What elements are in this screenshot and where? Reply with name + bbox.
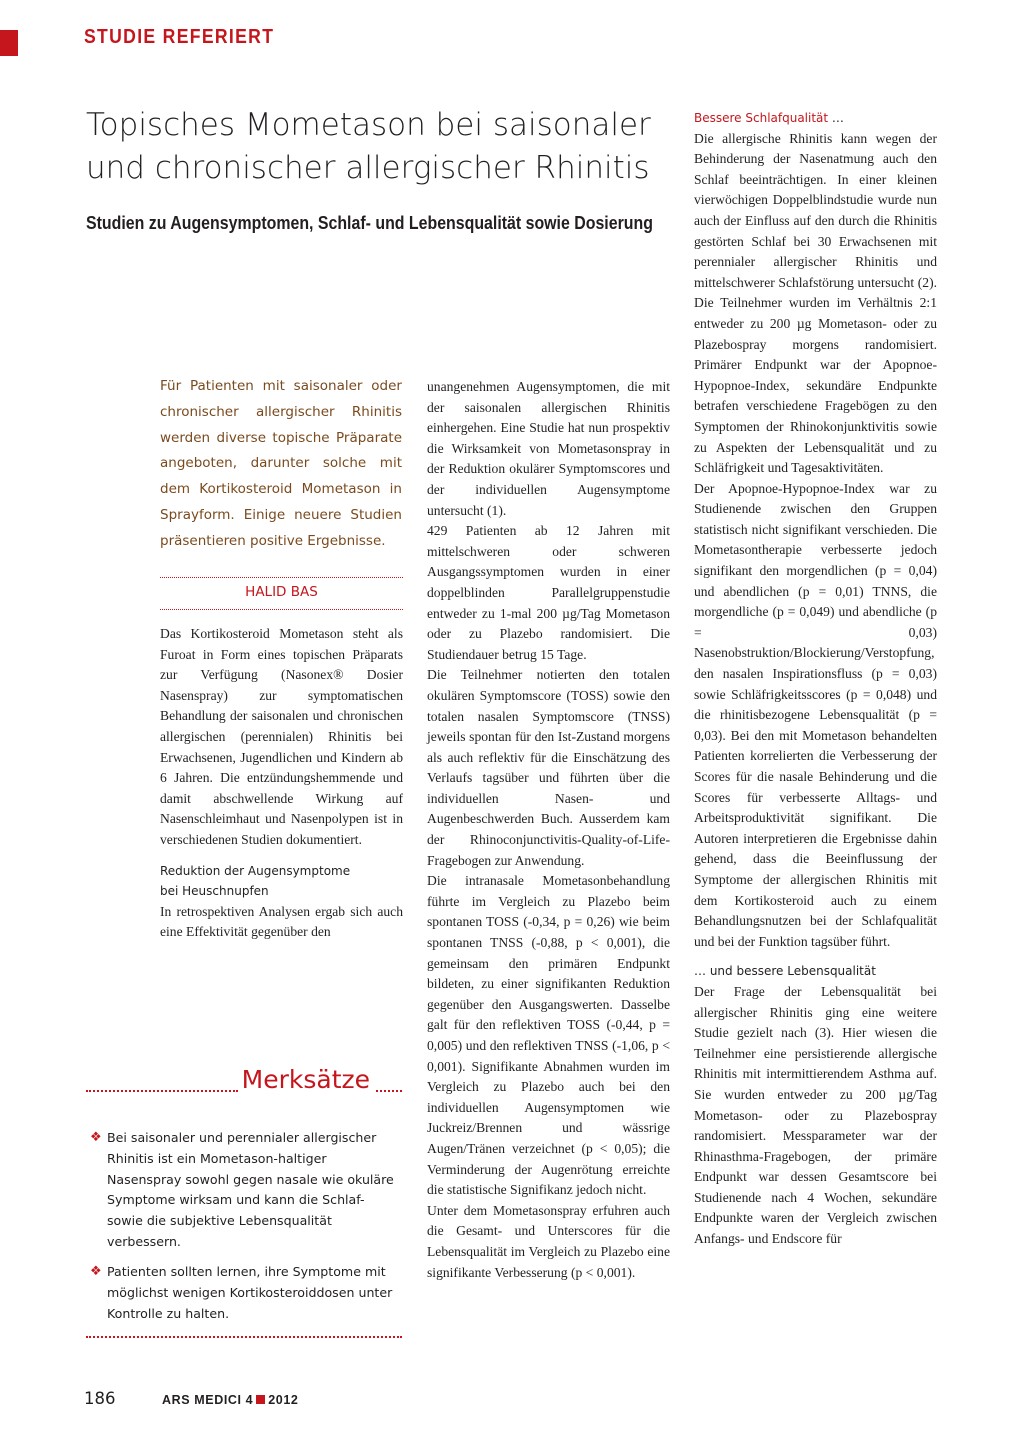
key-point-text: Patienten sollten lernen, ihre Symptome mit möglichst wenigen Kortikosteroiddosen unter Kontrolle zu halten. [107,1264,393,1321]
key-point-item [90,1262,402,1324]
key-points-heading [86,1060,402,1100]
key-points-title: Merksätze [241,1065,370,1094]
square-separator-icon [256,1395,265,1404]
author-divider-bottom [160,609,403,610]
key-point-text: Bei saisonaler und perennialer allergischer Rhinitis ist ein Mometason-haltiger Nasenspray sowohl gegen nasale wie okuläre Symptome wirksam und kann die Schlaf- sowie die subjektive Lebensqualität verbessern. [107,1130,394,1249]
column-3 [694,108,937,1250]
paragraph: Der Apopnoe-Hypopnoe-Index war zu Studienende zwischen den Gruppen statistisch nicht signifikant verschieden. Die Mometasontherapie verbesserte jedoch signifikant den morgendlichen (p = 0,04) und abendlichen (p = 0,01) TNNS, die morgendliche (p = 0,049) und abendliche (p = 0,03) Nasenobstruktion/Blockierung/Verstopfung, den nasalen Inspirationsfluss (p = 0,03) sowie Schläfrigkeitsscores (p = 0,048) und die rhinitisbezogene Lebensqualität (p = 0,03). Bei den mit Mometason behandelten Patienten korrelierten die Verbesserung der Scores für die nasale Behinderung und die Scores für verbesserte Alltags- und Arbeitsproduktivität signifikant. Die Autoren interpretieren die Ergebnisse dahin gehend, dass die Beeinflussung der Symptome der allergischen Rhinitis mit dem Kortikosteroid auch zu einem Behandlungsnutzen bei der Schlafqualität und bei der Funktion tagsüber führt. [694,480,937,949]
section-marker [0,30,18,56]
column-1 [160,624,403,943]
magazine-issue [162,1393,298,1407]
paragraph: Das Kortikosteroid Mometason steht als Furoat in Form eines topischen Präparats zur Verfügung (Nasonex® Dosier Nasenspray) zur symptomatischen Behandlung der saisonalen und chronischen allergischen (perennialen) Rhinitis bei Erwachsenen, Jugendlichen und Kindern ab 6 Jahren. Die entzündungshemmende und damit abschwellende Wirkung auf Nasenschleimhaut und Nasenpolypen ist in verschiedenen Studien dokumentiert. [160,626,403,847]
diamond-bullet-icon: ❖ [90,1130,102,1145]
subheading-text: und bessere Lebensqualität [709,964,876,979]
subheading-line-2: bei Heuschnupfen [160,884,269,899]
key-point-item [90,1128,402,1253]
subheading-text: Bessere Schlafqualität [694,111,829,125]
author-divider-top [160,577,403,578]
subheading-ellipsis: … [694,964,710,979]
paragraph: unangenehmen Augensymptomen, die mit der saisonalen allergischen Rhinitis einhergehen. Eine Studie hat nun prospektiv die Wirksamkeit von Mometasonspray in der Reduktion okulärer Symptomscores und der individuellen Augensymptome untersucht (1). [427,379,670,518]
paragraph: Unter dem Mometasonspray erfuhren auch die Gesamt- und Unterscores für die Lebensqualität im Vergleich zu Plazebo eine signifikante Verbesserung (p < 0,001). [427,1202,670,1280]
author-name: HALID BAS [245,584,318,600]
paragraph: Die Teilnehmer notierten den totalen okulären Symptomscore (TOSS) sowie den totalen nasalen Symptomscore (TNSS) jeweils spontan für den Ist-Zustand morgens als auch reflektiv für die Einschätzung des Verlaufs tagsüber und führten über die individuellen Nasen- und Augenbeschwerden Buch. Ausserdem kam der Rhinoconjunctivitis-Quality-of-Life-Fragebogen zur Anwendung. [427,667,670,868]
dotted-leader [86,1090,238,1092]
diamond-bullet-icon: ❖ [90,1264,102,1279]
article-title: Topisches Mometason bei saisonaler und chronischer allergischer Rhinitis [86,107,651,186]
dotted-leader [376,1090,402,1092]
subheading-ellipsis: … [828,111,844,125]
paragraph: Die intranasale Mometasonbehandlung führte im Vergleich zu Plazebo beim spontanen TOSS (-0,34, p = 0,26) wie beim spontanen TNSS (-0,88, p < 0,001), die gemeinsam den primären Endpunkt bildeten, zu einer signifikanten Reduktion gegenüber den Ausgangswerten. Dasselbe galt für den reflektiven TOSS (-0,44, p = 0,005) und den reflektiven TNSS (-1,06, p < 0,001). Signifikante Abnahmen wurden im Vergleich zu Plazebo auch bei den individuellen Augensymptomen wie Juckreiz/Brennen und wässrige Augen/Tränen verzeichnet (p < 0,05); die Verminderung der Augenrötung erreichte die statistische Signifikanz jedoch nicht. [427,873,670,1198]
article-lead: Für Patienten mit saisonaler oder chronischer allergischer Rhinitis werden diverse topische Präparate angeboten, darunter solche mit dem Kortikosteroid Mometason in Sprayform. Einige neuere Studien präsentieren positive Ergebnisse. [160,378,402,549]
subheading [694,108,937,129]
page-number: 186 [84,1389,116,1408]
article-subtitle: Studien zu Augensymptomen, Schlaf- und Lebensqualität sowie Dosierung [86,212,653,233]
column-2 [427,377,670,1283]
paragraph: In retrospektiven Analysen ergab sich auch eine Effektivität gegenüber den [160,903,403,940]
magazine-name: ARS MEDICI 4 [162,1393,254,1407]
magazine-year: 2012 [268,1393,299,1407]
key-points-divider [86,1336,402,1338]
subheading-line-1: Reduktion der Augensymptome [160,863,351,878]
subheading [694,961,937,982]
subheading [160,861,403,902]
paragraph: Der Frage der Lebensqualität bei allergischer Rhinitis ging eine weitere Studie gezielt nach (3). Hier wiesen die Teilnehmer eine persistierende allergische Rhinitis mit intermittierendem Asthma auf. Sie wurden entweder zu 200 µg/Tag Mometason- oder zu Plazebospray randomisiert. Messparameter war der Rhinasthma-Fragebogen, der primäre Endpunkt war dessen Gesamtscore bei Studienende nach 4 Wochen, sekundäre Endpunkte waren der Vergleich zwischen Anfangs- und Endscore für [694,983,937,1247]
paragraph: Die allergische Rhinitis kann wegen der Behinderung der Nasenatmung auch den Schlaf beeinträchtigen. In einer kleinen vierwöchigen Doppelblindstudie wurde nun auch der Einfluss auf den durch die Rhinitis gestörten Schlaf bei 30 Erwachsenen mit perennialer allergischer Rhinitis und mittelschwerer Schlafstörung untersucht (2). Die Teilnehmer wurden im Verhältnis 2:1 entweder zu 200 µg Mometason- oder zu Plazebospray morgens randomisiert. Primärer Endpunkt war der Apopnoe-Hypopnoe-Index, sekundäre Endpunkte betrafen verschiedene Fragebögen zu den Symptomen der Rhinokonjunktivitis sowie zu Aspekten der Lebensqualität und zu Schläfrigkeit und Tagesaktivitäten. [694,130,937,476]
section-label: STUDIE REFERIERT [84,26,275,48]
paragraph: 429 Patienten ab 12 Jahren mit mittelschweren oder schweren Ausgangssymptomen wurden in einer doppelblinden Parallelgruppenstudie entweder zu 1-mal 200 µg/Tag Mometason oder zu Plazebo randomisiert. Die Studiendauer betrug 15 Tage. [427,523,670,662]
